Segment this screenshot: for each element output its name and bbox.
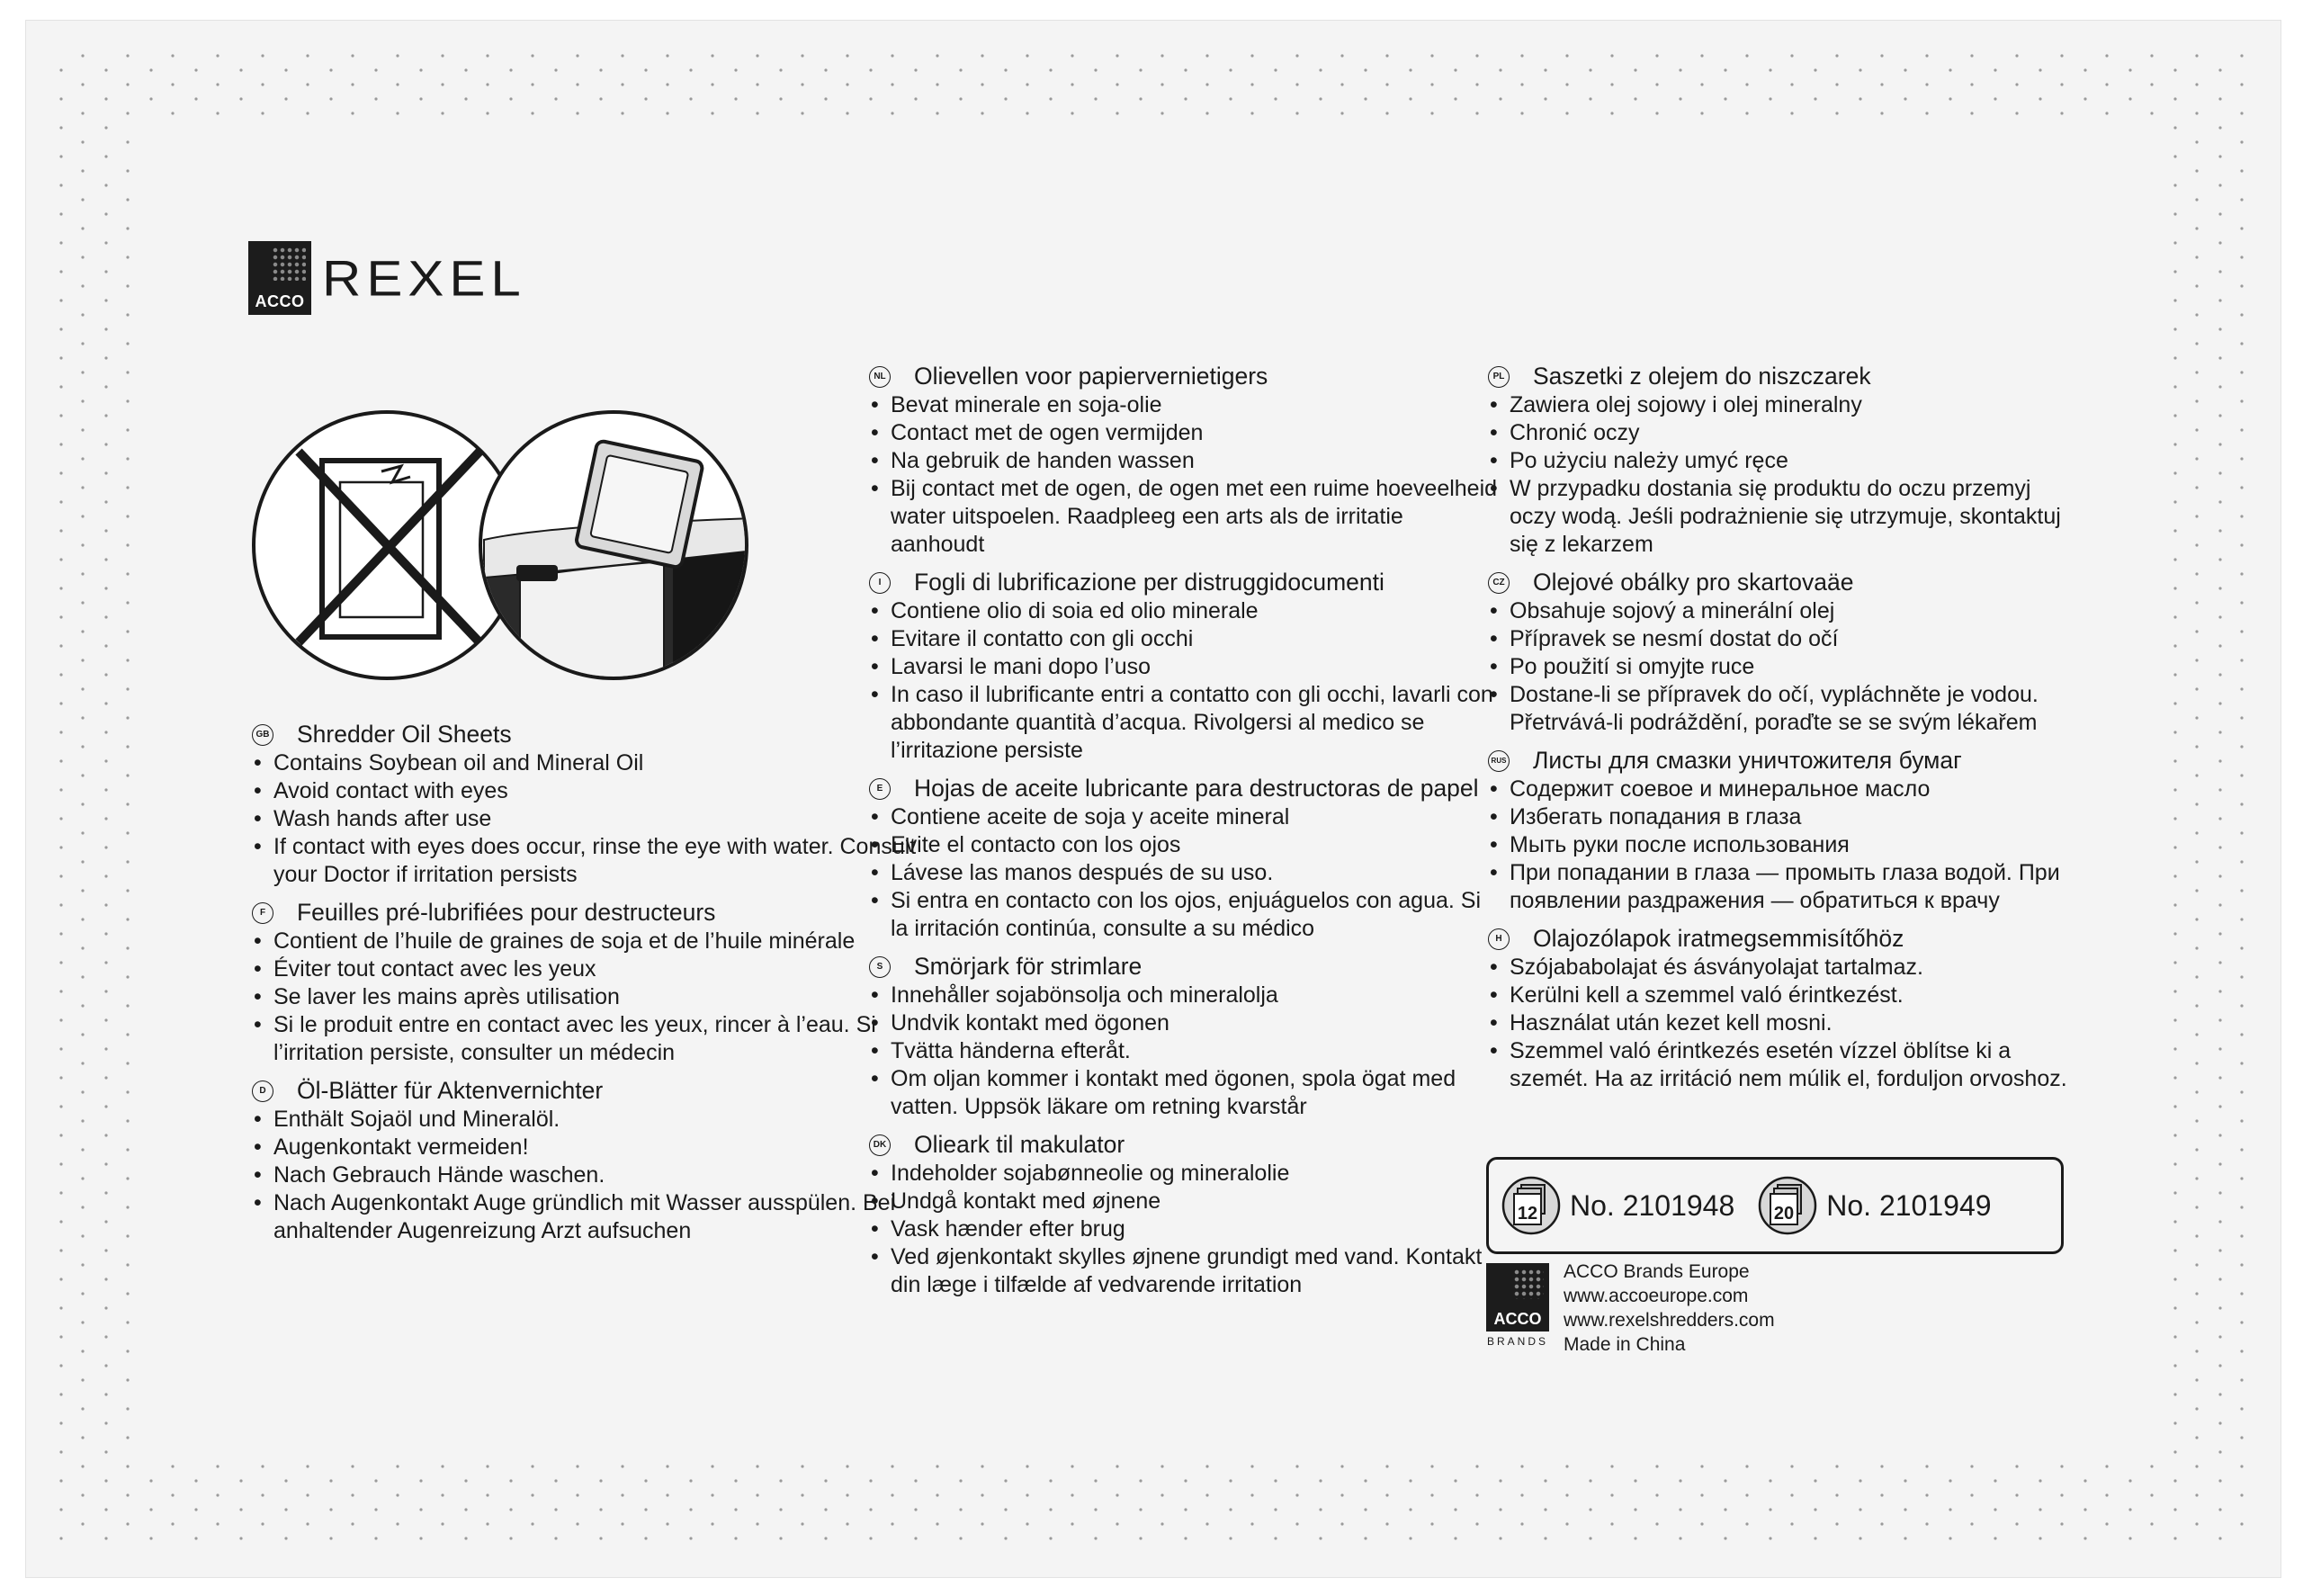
list-item: • Lavarsi le mani dopo l’uso	[869, 653, 1499, 681]
list-item: • Augenkontakt vermeiden!	[252, 1134, 936, 1161]
section-cz	[1488, 568, 2082, 737]
reference-20-pack	[1758, 1176, 1991, 1235]
section-heading: F Feuilles pré-lubrifiées pour destructeurs	[252, 898, 936, 927]
section-heading: S Smörjark för strimlare	[869, 952, 1499, 981]
origin-note: Made in China	[1564, 1334, 1686, 1355]
list-item: • Избегать попадания в глаза	[1488, 803, 2082, 831]
list-item: • Kerülni kell a szemmel való érintkezést.	[1488, 982, 2082, 1009]
section-nl	[869, 362, 1499, 559]
list-item: • Přípravek se nesmí dostat do očí	[1488, 625, 2082, 653]
list-item: • Si entra en contacto con los ojos, enjuáguelos con agua. Si la irritación continúa, consulte a su médico	[869, 887, 1499, 943]
list-item: • При попадании в глаза — промыть глаза водой. При появлении раздражения — обратиться к врачу	[1488, 859, 2082, 915]
company-name: ACCO Brands Europe	[1564, 1261, 1750, 1282]
section-heading: D Öl-Blätter für Aktenvernichter	[252, 1076, 936, 1105]
section-pl	[1488, 362, 2082, 559]
list-item: • If contact with eyes does occur, rinse the eye with water. Consult your Doctor if irritation persists	[252, 833, 936, 889]
language-badge-s: S	[869, 956, 891, 978]
list-item: • Содержит соевое и минеральное масло	[1488, 776, 2082, 803]
pack-count-label: 20	[1774, 1204, 1795, 1224]
section-d	[252, 1076, 936, 1245]
list-item: • Undvik kontakt med ögonen	[869, 1009, 1499, 1037]
product-reference-box	[1486, 1157, 2064, 1254]
list-item: • Se laver les mains après utilisation	[252, 983, 936, 1011]
website-acco: www.accoeurope.com	[1564, 1286, 1749, 1306]
list-item: • Contact met de ogen vermijden	[869, 419, 1499, 447]
manufacturer-footer	[1483, 1263, 1775, 1357]
list-item: • W przypadku dostania się produktu do oczu przemyj oczy wodą. Jeśli podrażnienie się utrzymuje, skontaktuj się z lekarzem	[1488, 475, 2082, 559]
language-badge-nl: NL	[869, 366, 891, 388]
list-item: • Nach Augenkontakt Auge gründlich mit Wasser ausspülen. Bei anhaltender Augenreizung Arzt aufsuchen	[252, 1189, 936, 1245]
acco-brands-logo: ACCO BRANDS	[1483, 1263, 1553, 1348]
section-s	[869, 952, 1499, 1121]
list-item: • Használat után kezet kell mosni.	[1488, 1009, 2082, 1037]
column-right	[1488, 362, 2082, 1102]
rexel-wordmark: REXEL	[322, 250, 526, 306]
section-e	[869, 774, 1499, 943]
list-item: • Avoid contact with eyes	[252, 777, 936, 805]
language-badge-gb: GB	[252, 724, 273, 746]
section-heading: NL Olievellen voor papiervernietigers	[869, 362, 1499, 390]
list-item: • Indeholder sojabønneolie og mineralolie	[869, 1160, 1499, 1188]
list-item: • Ved øjenkontakt skylles øjnene grundigt med vand. Kontakt din læge i tilfælde af vedvarende irritation	[869, 1243, 1499, 1299]
acco-logo-mark: ACCO	[248, 241, 311, 315]
section-h	[1488, 924, 2082, 1093]
section-gb	[252, 720, 936, 889]
column-left	[252, 720, 936, 1254]
language-badge-f: F	[252, 902, 273, 924]
section-rus	[1488, 746, 2082, 915]
section-heading: DK Olieark til makulator	[869, 1130, 1499, 1159]
language-badge-i: I	[869, 572, 891, 594]
list-item: • Wash hands after use	[252, 805, 936, 833]
language-badge-pl: PL	[1488, 366, 1510, 388]
section-heading: E Hojas de aceite lubricante para destructoras de papel	[869, 774, 1499, 802]
reference-number: No. 2101948	[1570, 1188, 1735, 1222]
column-middle	[869, 362, 1499, 1308]
reference-number: No. 2101949	[1826, 1188, 1992, 1222]
list-item: • Bij contact met de ogen, de ogen met een ruime hoeveelheid water uitspoelen. Raadpleeg een arts als de irritatie aanhoudt	[869, 475, 1499, 559]
section-heading: H Olajozólapok iratmegsemmisítőhöz	[1488, 924, 2082, 953]
list-item: • Vask hænder efter brug	[869, 1215, 1499, 1243]
list-item: • Zawiera olej sojowy i olej mineralny	[1488, 391, 2082, 419]
section-heading: CZ Olejové obálky pro skartovaäe	[1488, 568, 2082, 596]
pictograms	[250, 407, 754, 695]
list-item: • Chronić oczy	[1488, 419, 2082, 447]
list-item: • Szemmel való érintkezés esetén vízzel öblítse ki a szemét. Ha az irritáció nem múlik el, forduljon orvoshoz.	[1488, 1037, 2082, 1093]
list-item: • Мыть руки после использования	[1488, 831, 2082, 859]
language-badge-e: E	[869, 778, 891, 800]
language-badge-d: D	[252, 1080, 273, 1102]
reference-12-pack	[1501, 1176, 1734, 1235]
list-item: • Po použití si omyjte ruce	[1488, 653, 2082, 681]
list-item: • Nach Gebrauch Hände waschen.	[252, 1161, 936, 1189]
list-item: • Contiene olio di soia ed olio minerale	[869, 597, 1499, 625]
list-item: • Po użyciu należy umyć ręce	[1488, 447, 2082, 475]
list-item: • Evitare il contatto con gli occhi	[869, 625, 1499, 653]
list-item: • Undgå kontakt med øjnene	[869, 1188, 1499, 1215]
list-item: • Om oljan kommer i kontakt med ögonen, spola ögat med vatten. Uppsök läkare om retning kvarstår	[869, 1065, 1499, 1121]
list-item: • Evite el contacto con los ojos	[869, 831, 1499, 859]
list-item: • Tvätta händerna efteråt.	[869, 1037, 1499, 1065]
list-item: • Szójababolajat és ásványolajat tartalmaz.	[1488, 954, 2082, 982]
list-item: • Innehåller sojabönsolja och mineralolja	[869, 982, 1499, 1009]
pack-count-label: 12	[1517, 1204, 1538, 1224]
list-item: • Si le produit entre en contact avec les yeux, rincer à l’eau. Si l’irritation persiste, consulter un médecin	[252, 1011, 936, 1067]
section-f	[252, 898, 936, 1067]
list-item: • In caso il lubrificante entri a contatto con gli occhi, lavarli con abbondante quantità d’acqua. Rivolgersi al medico se l’irritazione persiste	[869, 681, 1499, 765]
section-dk	[869, 1130, 1499, 1299]
rexel-logo	[248, 241, 526, 315]
language-badge-cz: CZ	[1488, 572, 1510, 594]
language-badge-dk: DK	[869, 1134, 891, 1156]
list-item: • Dostane-li se přípravek do očí, vypláchněte je vodou. Přetrvává-li podráždění, poraďte se se svým lékařem	[1488, 681, 2082, 737]
section-heading: PL Saszetki z olejem do niszczarek	[1488, 362, 2082, 390]
language-badge-h: H	[1488, 928, 1510, 950]
section-heading: RUS Листы для смазки уничтожителя бумаг	[1488, 746, 2082, 775]
list-item: • Na gebruik de handen wassen	[869, 447, 1499, 475]
stack-pack-12-icon	[1501, 1176, 1561, 1235]
language-badge-rus: RUS	[1488, 750, 1510, 772]
list-item: • Lávese las manos después de su uso.	[869, 859, 1499, 887]
section-heading: GB Shredder Oil Sheets	[252, 720, 936, 749]
section-heading: I Fogli di lubrificazione per distruggidocumenti	[869, 568, 1499, 596]
section-i	[869, 568, 1499, 765]
website-rexel: www.rexelshredders.com	[1564, 1310, 1775, 1331]
list-item: • Contiene aceite de soja y aceite mineral	[869, 803, 1499, 831]
stack-pack-20-icon	[1758, 1176, 1817, 1235]
list-item: • Bevat minerale en soja-olie	[869, 391, 1499, 419]
list-item: • Obsahuje sojový a minerální olej	[1488, 597, 2082, 625]
list-item: • Contient de l’huile de graines de soja et de l’huile minérale	[252, 928, 936, 955]
list-item: • Contains Soybean oil and Mineral Oil	[252, 749, 936, 777]
list-item: • Éviter tout contact avec les yeux	[252, 955, 936, 983]
insert-sheet-shredder-icon	[480, 412, 754, 695]
list-item: • Enthält Sojaöl und Mineralöl.	[252, 1106, 936, 1134]
